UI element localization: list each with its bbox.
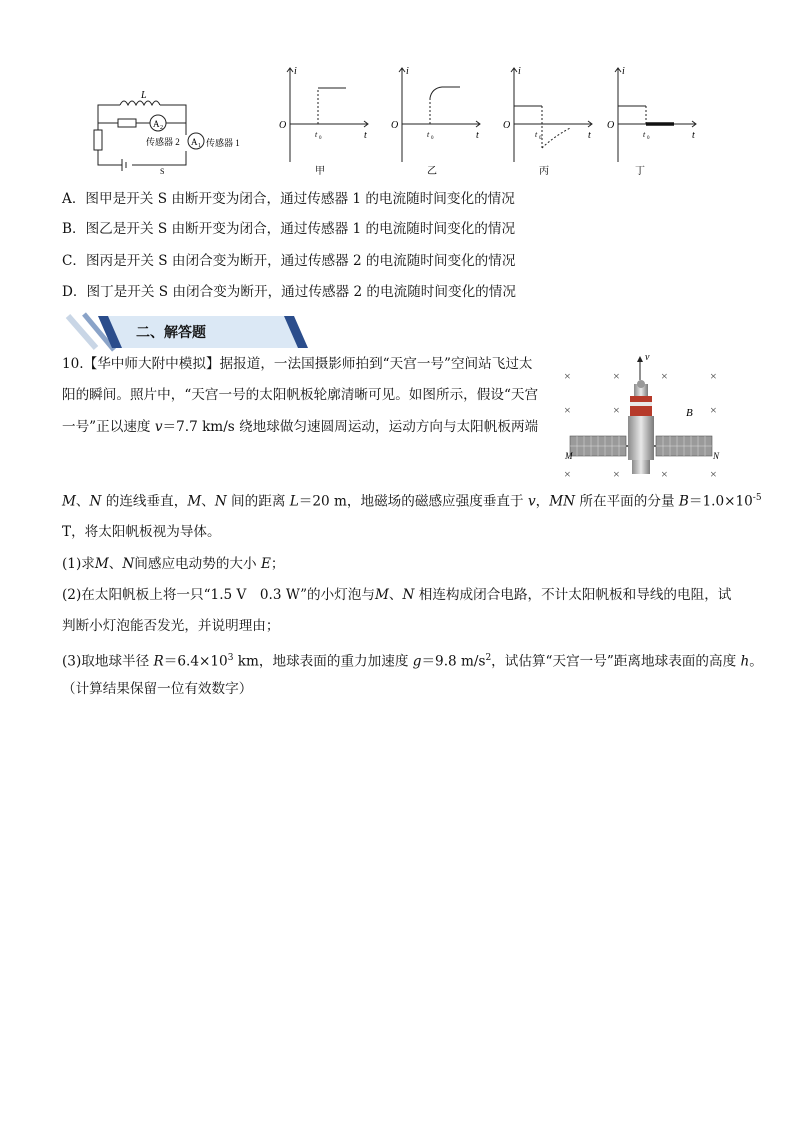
graph-yi <box>390 62 486 178</box>
ammeter-2-label: A <box>153 119 160 129</box>
svg-text:i: i <box>622 66 625 77</box>
svg-text:×: × <box>613 369 620 383</box>
svg-text:O: O <box>607 120 615 131</box>
option-d: D．图丁是开关 S 由闭合变为断开，通过传感器 2 的电流随时间变化的情况 <box>62 284 516 300</box>
svg-text:×: × <box>661 467 668 481</box>
svg-text:0: 0 <box>539 136 542 141</box>
svg-text:i: i <box>406 66 409 77</box>
graph-caption: 甲 <box>315 166 325 177</box>
switch-label: S <box>160 167 165 175</box>
svg-text:t: t <box>588 130 591 141</box>
graph-caption: 丙 <box>539 166 549 177</box>
graph-caption: 丁 <box>635 166 645 177</box>
question-line-4: M、N 的连线垂直，M、N 间的距离 L＝20 m，地磁场的磁感应强度垂直于 v，MN 所在平面的分量 $B=1.0\times 10^{-5}$ <box>62 493 762 510</box>
ammeter-1-label: A <box>191 137 198 147</box>
sensor-1-label: 传感器 1 <box>206 138 240 148</box>
svg-text:×: × <box>613 467 620 481</box>
space-station-figure <box>558 350 738 485</box>
svg-text:O: O <box>503 120 511 131</box>
circuit-diagram <box>88 85 258 175</box>
svg-text:i: i <box>294 66 297 77</box>
ammeter-1-sub: 1 <box>198 143 201 149</box>
question-line-3: 一号”正以速度 v＝7.7 km/s 绕地球做匀速圆周运动，运动方向与太阳帆板两端 <box>62 419 539 435</box>
point-n-label: N <box>713 451 720 461</box>
graph-caption: 乙 <box>427 166 437 177</box>
svg-text:O: O <box>279 120 287 131</box>
svg-text:×: × <box>710 467 717 481</box>
svg-text:t: t <box>315 130 318 139</box>
sensor-2-label: 传感器 2 <box>146 137 180 147</box>
velocity-label: v <box>645 352 650 363</box>
option-b: B．图乙是开关 S 由断开变为闭合，通过传感器 1 的电流随时间变化的情况 <box>62 221 516 237</box>
svg-text:×: × <box>564 403 571 417</box>
svg-text:i: i <box>518 66 521 77</box>
svg-text:t: t <box>427 130 430 139</box>
svg-text:O: O <box>391 120 399 131</box>
option-c: C．图丙是开关 S 由闭合变为断开，通过传感器 2 的电流随时间变化的情况 <box>62 253 516 269</box>
svg-text:t: t <box>643 130 646 139</box>
svg-text:×: × <box>564 467 571 481</box>
field-cross: × <box>564 369 571 383</box>
graph-jia <box>278 62 374 178</box>
sub-question-1: (1)求M、N间感应电动势的大小 E； <box>62 556 285 572</box>
svg-text:t: t <box>476 130 479 141</box>
svg-text:0: 0 <box>647 136 650 141</box>
svg-text:0: 0 <box>431 136 434 141</box>
graph-ding <box>606 62 702 178</box>
svg-text:t: t <box>364 130 367 141</box>
sub-question-3: (3)取地球半径 $R=6.4\times 10^3$ km，地球表面的重力加速度 g＝9.8 $m/s^2$，试估算“天宫一号”距离地球表面的高度 h。 <box>62 653 763 670</box>
question-line-1: 10.【华中师大附中模拟】据报道，一法国摄影师拍到“天宫一号”空间站飞过太 <box>62 356 533 372</box>
ammeter-2-sub: 2 <box>160 125 163 131</box>
inductor-label: L <box>141 90 147 101</box>
point-m-label: M <box>565 451 573 461</box>
sub-question-2-cont: 判断小灯泡能否发光，并说明理由； <box>62 618 280 634</box>
field-label: B <box>686 407 693 419</box>
svg-text:×: × <box>710 403 717 417</box>
sub-question-2: (2)在太阳帆板上将一只“1.5 V 0.3 W”的小灯泡与M、N 相连构成闭合电路，不计太阳帆板和导线的电阻，试 <box>62 587 732 603</box>
question-line-2: 阳的瞬间。照片中，“天宫一号的太阳帆板轮廓清晰可见。如图所示，假设“天宫 <box>62 387 539 403</box>
svg-text:t: t <box>692 130 695 141</box>
graph-bing <box>502 62 598 178</box>
calculation-note: （计算结果保留一位有效数字） <box>62 681 253 697</box>
svg-text:0: 0 <box>319 136 322 141</box>
svg-text:×: × <box>710 369 717 383</box>
svg-text:×: × <box>613 403 620 417</box>
svg-text:×: × <box>661 369 668 383</box>
option-a: A．图甲是开关 S 由断开变为闭合，通过传感器 1 的电流随时间变化的情况 <box>62 191 515 207</box>
question-line-5: T，将太阳帆板视为导体。 <box>62 524 221 540</box>
section-title: 二、解答题 <box>136 325 206 341</box>
svg-text:t: t <box>535 130 538 139</box>
